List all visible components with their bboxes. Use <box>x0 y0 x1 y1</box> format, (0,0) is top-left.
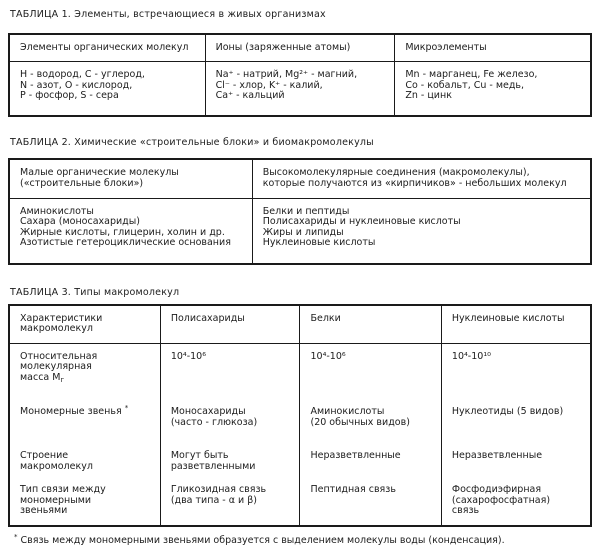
table3-macromolecule-types <box>8 304 592 527</box>
table3-structure-nucleic-acids: Неразветвленные <box>441 451 591 485</box>
table2-title: ТАБЛИЦА 2. Химические «строительные блоки» и биомакромолекулы <box>10 136 374 148</box>
table1-body-row <box>9 62 591 116</box>
table3-row-molecular-mass <box>9 343 591 407</box>
table3-monomers-proteins: Аминокислоты (20 обычных видов) <box>300 407 441 451</box>
molecular-mass-label-tail: масса $M_г$ <box>20 371 65 384</box>
table3-header-characteristics: Характеристики макромолекул <box>9 305 160 344</box>
table3-label-monomer-units: Мономерные звенья * <box>9 407 160 451</box>
table3-header-proteins: Белки <box>300 305 441 344</box>
table3-row-bond-type <box>9 485 591 526</box>
table1-header-microelements: Микроэлементы <box>395 34 591 62</box>
table1-cell-organic-elements: H - водород, C - углерод, N - азот, O - кислород, P - фосфор, S - сера <box>9 62 205 116</box>
table2-cell-small-molecules: Аминокислоты Сахара (моносахариды) Жирные кислоты, глицерин, холин и др. Азотистые гетероциклические основания <box>9 198 252 264</box>
table1-cell-ions: Na⁺ - натрий, Mg²⁺ - магний, Cl⁻ - хлор, K⁺ - калий, Ca⁺ - кальций <box>205 62 395 116</box>
table3-bond-proteins: Пептидная связь <box>300 485 441 526</box>
table3-monomers-nucleic-acids: Нуклеотиды (5 видов) <box>441 407 591 451</box>
table3-title: ТАБЛИЦА 3. Типы макромолекул <box>10 287 180 298</box>
table1-elements <box>8 33 592 117</box>
table3-structure-polysaccharides: Могут быть разветвленными <box>160 451 300 485</box>
table1-header-organic-elements: Элементы органических молекул <box>9 34 205 62</box>
table2-header-row <box>9 159 591 198</box>
table1-cell-microelements: Mn - марганец, Fe железо, Co - кобальт, Cu - медь, Zn - цинк <box>395 62 591 116</box>
table3-header-polysaccharides: Полисахариды <box>160 305 300 344</box>
table2-header-small-molecules: Малые органические молекулы («строительные блоки») <box>9 159 252 198</box>
table3-mass-nucleic-acids: 10⁴-10¹⁰ <box>441 343 591 407</box>
condensation-footnote <box>8 532 592 547</box>
table2-header-macromolecules: Высокомолекулярные соединения (макромолекулы), которые получаются из «кирпичиков» - небольших молекул <box>252 159 591 198</box>
table3-mass-proteins: 10⁴-10⁶ <box>300 343 441 407</box>
table1-title: ТАБЛИЦА 1. Элементы, встречающиеся в живых организмах <box>10 9 326 20</box>
table3-label-molecular-mass <box>9 343 160 407</box>
table3-label-structure: Строение макромолекул <box>9 451 160 485</box>
table3-row-structure <box>9 451 591 485</box>
table3-mass-polysaccharides: 10⁴-10⁶ <box>160 343 300 407</box>
table3-header-row <box>9 305 591 344</box>
table3-header-nucleic-acids: Нуклеиновые кислоты <box>441 305 591 344</box>
table3-structure-proteins: Неразветвленные <box>300 451 441 485</box>
table3-row-monomer-units <box>9 407 591 451</box>
table3-bond-nucleic-acids: Фосфодиэфирная (сахарофосфатная) связь <box>441 485 591 526</box>
table1-header-row <box>9 34 591 62</box>
table3-label-bond-type: Тип связи между мономерными звеньями <box>9 485 160 526</box>
table2-building-blocks <box>8 158 592 265</box>
table3-bond-polysaccharides: Гликозидная связь (два типа - α и β) <box>160 485 300 526</box>
mass-subscript: г <box>60 375 65 384</box>
molecular-mass-label-lines: Относительная молекулярная <box>20 350 98 372</box>
table2-cell-macromolecules: Белки и пептиды Полисахариды и нуклеиновые кислоты Жиры и липиды Нуклеиновые кислоты <box>252 198 591 264</box>
table1-header-ions: Ионы (заряженные атомы) <box>205 34 395 62</box>
table3-monomers-polysaccharides: Моносахариды (часто - глюкоза) <box>160 407 300 451</box>
footnote-asterisk: * <box>14 532 18 541</box>
table2-body-row <box>9 198 591 264</box>
footnote-text: Связь между мономерными звеньями образуется с выделением молекулы воды (конденсация). <box>17 534 505 546</box>
monomer-asterisk: * <box>124 404 129 412</box>
